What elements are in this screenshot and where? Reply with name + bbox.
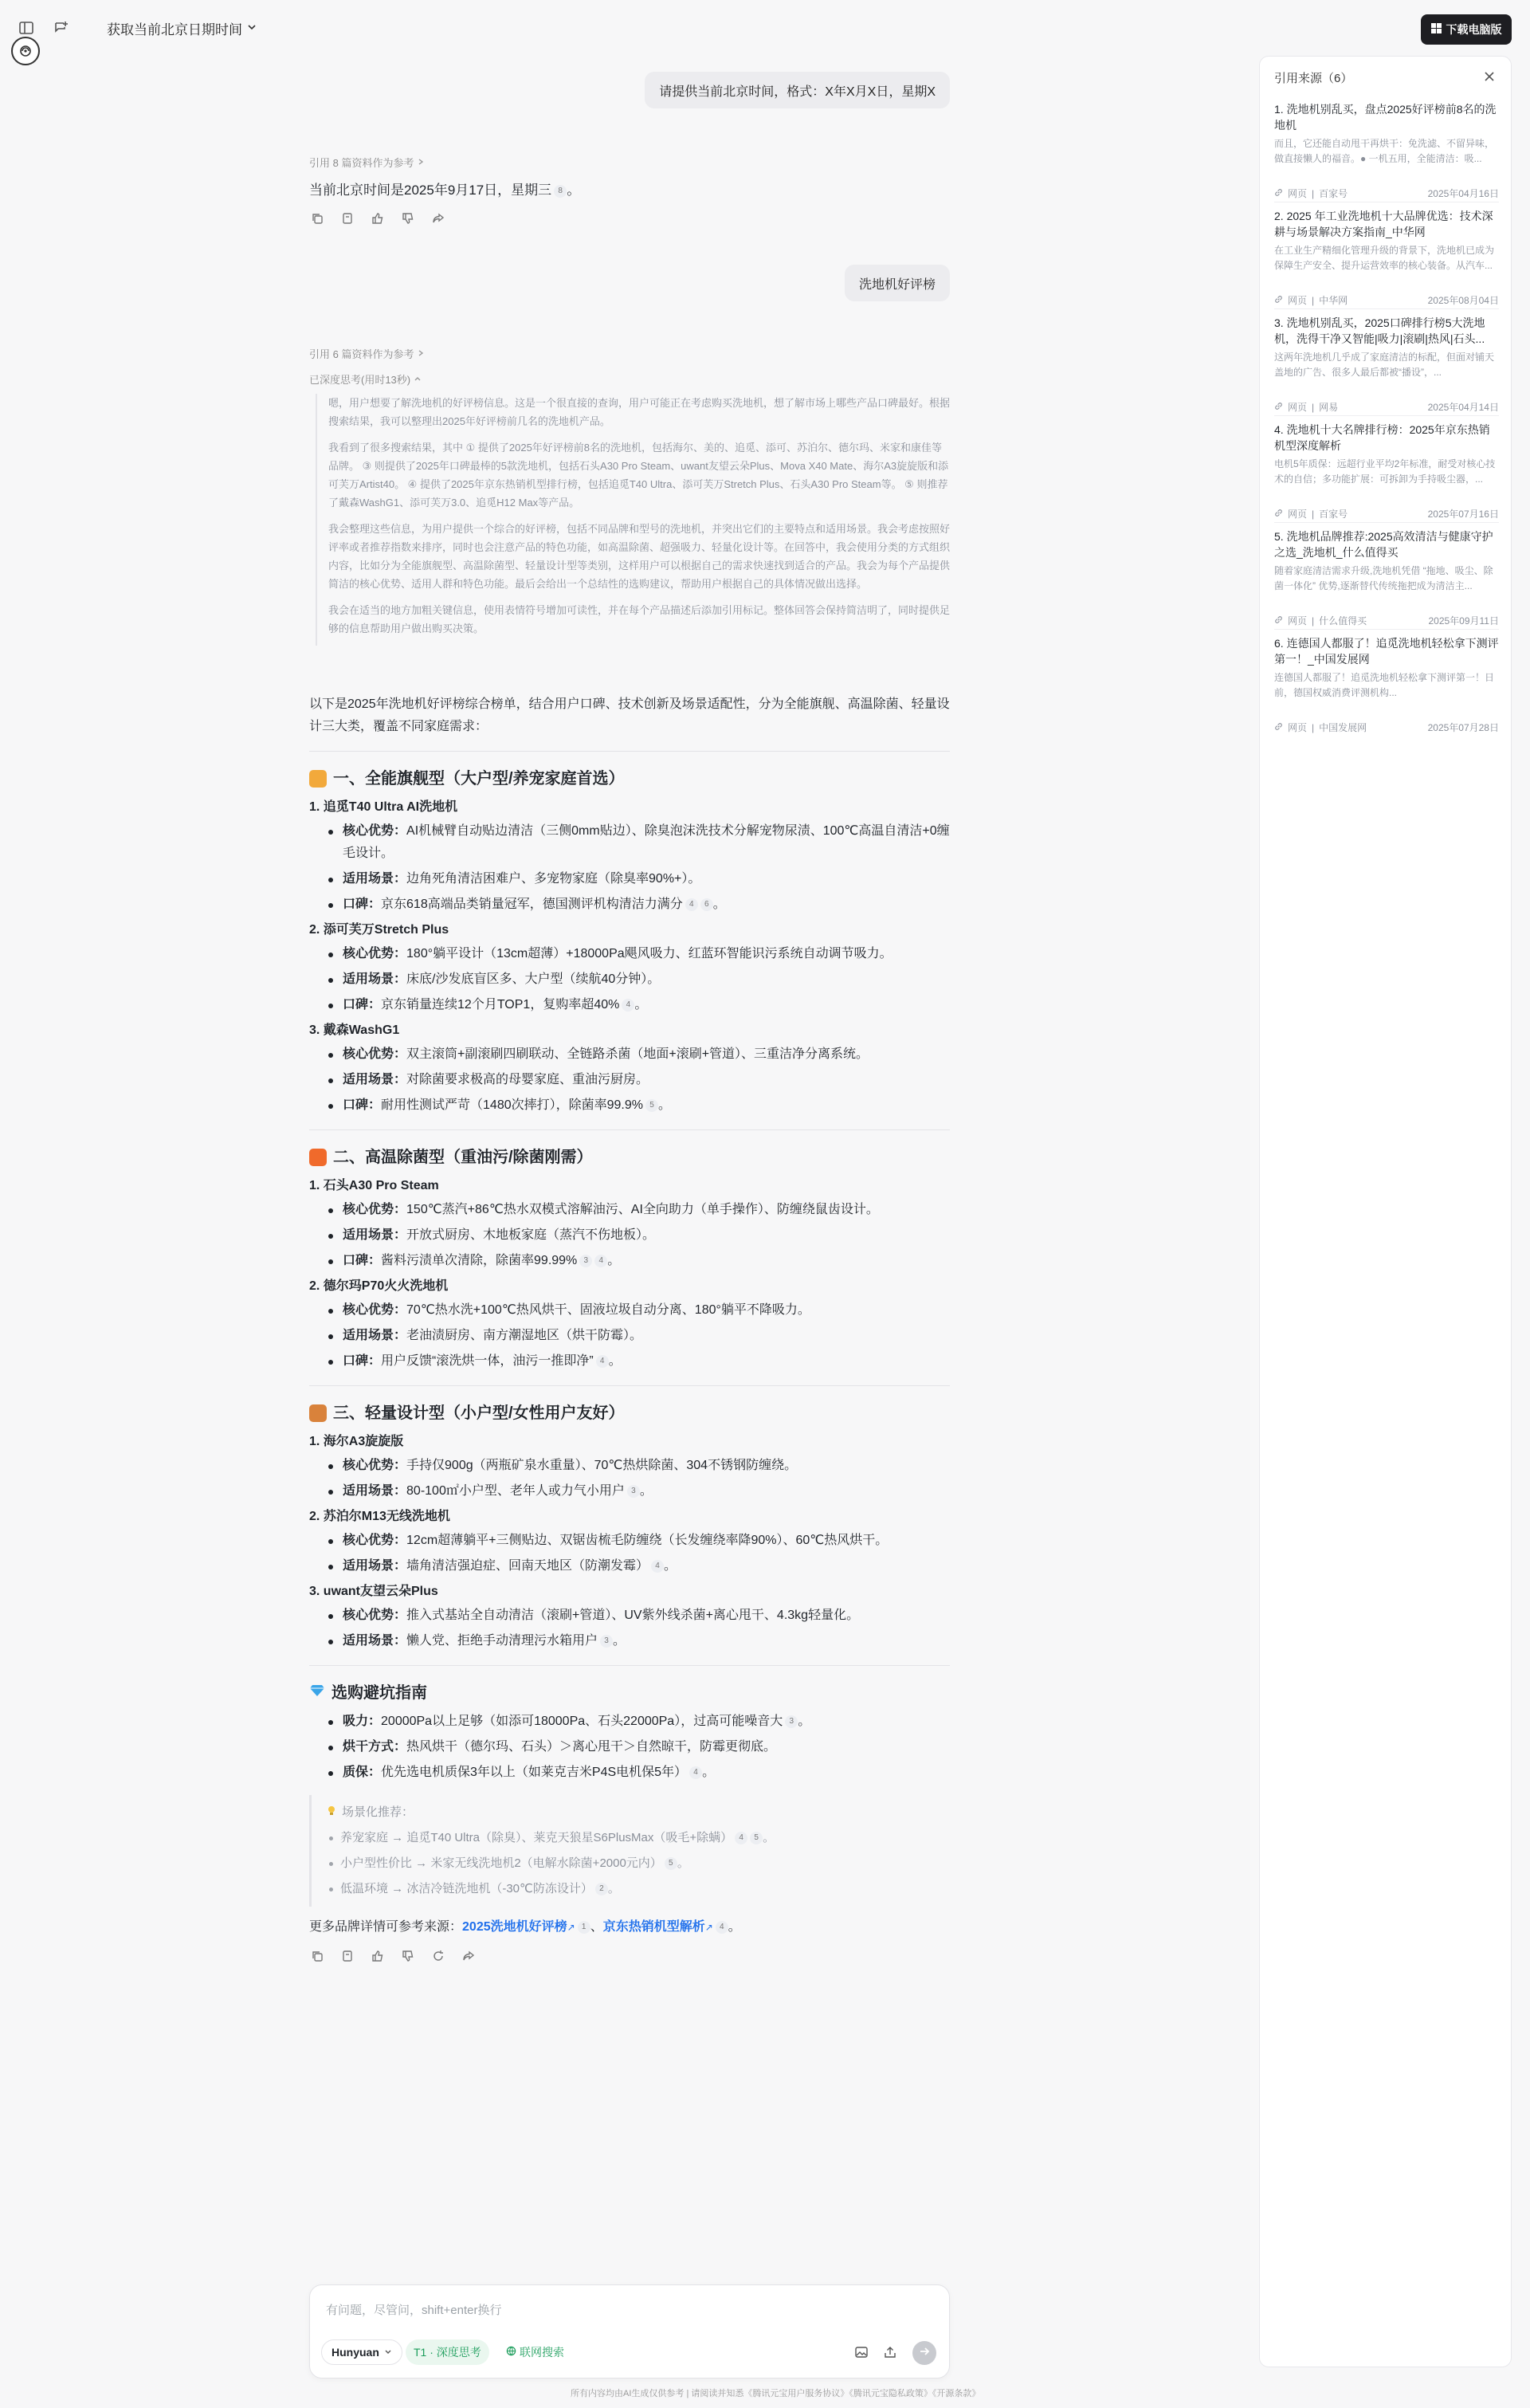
- feature-value: 80-100㎡小户型、老年人或力气小用户: [406, 1484, 625, 1498]
- feature-key: 核心优势：: [343, 1609, 407, 1622]
- bookmark-icon[interactable]: [339, 210, 355, 226]
- source-link[interactable]: 2025洗地机好评榜: [462, 1920, 567, 1934]
- model-selector[interactable]: [321, 2339, 402, 2365]
- conversation-title-text: 获取当前北京日期时间: [107, 22, 242, 37]
- source-site: 网易: [1319, 402, 1339, 413]
- source-meta: [1274, 293, 1499, 307]
- link-icon: [1274, 509, 1283, 520]
- feature-key: 核心优势：: [343, 824, 407, 838]
- windows-icon: [1431, 23, 1442, 36]
- answer-period: 。: [608, 1354, 622, 1368]
- feature-value: 热风烘干（德尔玛、石头）＞离心甩干＞自然晾干，防霉更彻底。: [406, 1740, 777, 1754]
- diamond-icon: [309, 1682, 325, 1704]
- link-icon: [1274, 615, 1283, 627]
- product-title: 3. 戴森WashG1: [309, 1023, 400, 1037]
- guide-title: 选购避坑指南: [332, 1684, 427, 1702]
- source-meta-left: [1274, 187, 1348, 200]
- answer-period: 。: [798, 1715, 811, 1728]
- feature-key: 适用场景：: [343, 1484, 407, 1498]
- assistant-answer-text: 当前北京时间是2025年9月17日，星期三: [309, 183, 552, 198]
- chevron-up-icon: [414, 373, 422, 385]
- feature-key: 适用场景：: [343, 1329, 407, 1342]
- link-icon: [1274, 188, 1283, 199]
- list-item: [343, 894, 950, 916]
- source-meta: [1274, 721, 1499, 734]
- meta-sep: |: [1312, 187, 1315, 199]
- list-item: [343, 1762, 950, 1784]
- divider: [309, 1385, 950, 1386]
- image-upload-icon[interactable]: [852, 2343, 871, 2362]
- source-title[interactable]: 4. 洗地机十大名牌排行榜：2025年京东热销机型深度解析: [1274, 423, 1490, 452]
- feature-key: 烘干方式：: [343, 1740, 407, 1754]
- feature-key: 适用场景：: [343, 1559, 407, 1573]
- source-meta-left: [1274, 721, 1367, 734]
- citation-badge[interactable]: 4: [622, 999, 634, 1012]
- assistant-answer: [309, 179, 580, 198]
- thinking-toggle[interactable]: [309, 371, 422, 387]
- citation-badge[interactable]: 1: [578, 1921, 590, 1934]
- meta-sep: |: [1312, 615, 1315, 627]
- section-heading: [309, 1146, 950, 1169]
- divider: [1274, 522, 1499, 523]
- source-item[interactable]: [1274, 422, 1499, 520]
- meta-sep: |: [1312, 721, 1315, 733]
- share-icon[interactable]: [461, 1948, 477, 1964]
- feature-value: 边角死角清洁困难户、多宠物家庭（除臭率90%+）。: [406, 872, 701, 886]
- source-site: 百家号: [1319, 509, 1348, 520]
- citation-badge[interactable]: 5: [750, 1832, 763, 1844]
- meta-sep: |: [1312, 401, 1315, 413]
- feature-key: 口碑：: [343, 1354, 382, 1368]
- answer-period: 。: [639, 1484, 653, 1498]
- answer-period: 。: [613, 1634, 626, 1648]
- product-features: [343, 1043, 950, 1117]
- user-message: [645, 72, 950, 108]
- source-snippet: 随着家庭清洁需求升级,洗地机凭借 “拖地、吸尘、除菌一体化” 优势,逐渐替代传统拖把成为清洁主...: [1274, 565, 1493, 591]
- list-item: [340, 1852, 950, 1875]
- feature-key: 质保：: [343, 1766, 382, 1779]
- source-date: 2025年07月16日: [1427, 509, 1499, 520]
- source-snippet: 连德国人都服了！追觅洗地机轻松拿下测评第一！日前，德国权威消费评测机构...: [1274, 672, 1495, 698]
- source-title[interactable]: 1. 洗地机别乱买，盘点2025好评榜前8名的洗地机: [1274, 103, 1497, 132]
- link-icon: ↗: [567, 1922, 575, 1933]
- source-type: 网页: [1288, 188, 1308, 199]
- tip-text: 小户型性价比 → 米家无线洗地机2（电解水除菌+2000元内）: [340, 1856, 662, 1870]
- list-item: [343, 1069, 950, 1091]
- source-meta: [1274, 507, 1499, 520]
- bookmark-icon[interactable]: [339, 1948, 355, 1964]
- source-snippet: 电机5年质保：远超行业平均2年标准，耐受对核心技术的自信；多功能扩展：可拆卸为手持吸尘器，...: [1274, 458, 1496, 485]
- product-title: 1. 海尔A3旋旋版: [309, 1435, 404, 1448]
- source-snippet: 而且，它还能自动甩干再烘干：免洗滤、不留异味，做直接懒人的福音。● 一机五用，全能清洁：吸...: [1274, 138, 1495, 164]
- citation-badge[interactable]: 5: [665, 1857, 677, 1870]
- source-meta-left: [1274, 400, 1338, 414]
- references-label: 引用 6 篇资料作为参考: [309, 348, 414, 360]
- divider: [309, 751, 950, 752]
- list-item: [343, 1736, 950, 1758]
- citation-badge[interactable]: 3: [627, 1485, 640, 1498]
- thinking-paragraph: 我会整理这些信息，为用户提供一个综合的好评榜，包括不同品牌和型号的洗地机，并突出它们的主要特点和适用场景。我会考虑按照好评率或者推荐指数来排序，同时也会注意产品的特色功能，如高温除菌、超强吸力、轻量化设计等。在回答中，我会使用分类的方式组织内容，比如分为全能旗舰型、高温除菌型、轻量设计型等类别，这样用户可以根据自己的需求快速找到适合的产品。我会为每个产品提供简洁的核心优势、适用人群和特色功能。最后会给出一个总结性的选购建议，帮助用户根据自己的具体情况做出选择。: [328, 523, 951, 590]
- deep-think-label: T1 · 深度思考: [414, 2346, 481, 2359]
- feature-key: 口碑：: [343, 1254, 382, 1267]
- source-site: 中国发展网: [1319, 722, 1367, 733]
- download-desktop-label: 下载电脑版: [1446, 23, 1502, 36]
- source-meta-left: [1274, 293, 1348, 307]
- feature-key: 核心优势：: [343, 1459, 407, 1472]
- message-actions: [309, 1948, 950, 1964]
- product-features: [343, 1299, 950, 1373]
- source-title[interactable]: 3. 洗地机别乱买，2025口碑排行榜5大洗地机，洗得干净又智能|吸力|滚刷|热风|石头...: [1274, 316, 1485, 345]
- source-site: 百家号: [1319, 188, 1348, 199]
- file-upload-icon[interactable]: [881, 2343, 900, 2362]
- section-heading: [309, 768, 950, 790]
- message-actions: [309, 210, 446, 226]
- source-site: 什么值得买: [1319, 615, 1367, 627]
- section-heading: [309, 1402, 950, 1424]
- web-search-label: 联网搜索: [520, 2346, 564, 2359]
- product-features: [343, 943, 950, 1016]
- feature-value: 70℃热水洗+100℃热风烘干、固液垃圾自动分离、180°躺平不降吸力。: [406, 1303, 810, 1317]
- product-features: [343, 1199, 950, 1272]
- meta-sep: |: [1312, 508, 1315, 520]
- thumbs-up-icon[interactable]: [370, 1948, 386, 1964]
- send-button[interactable]: [912, 2341, 936, 2365]
- close-icon[interactable]: [1481, 68, 1498, 85]
- conversation-title[interactable]: [107, 18, 257, 38]
- list-item: [343, 1455, 950, 1477]
- meta-sep: |: [1312, 294, 1315, 306]
- divider: [1274, 415, 1499, 416]
- feature-key: 适用场景：: [343, 1073, 407, 1086]
- citation-badge[interactable]: 4: [689, 1766, 702, 1779]
- list-item: [343, 1630, 950, 1652]
- tip-title: 场景化推荐：: [342, 1805, 414, 1819]
- list-item: [343, 1250, 950, 1272]
- source-type: 网页: [1288, 722, 1308, 733]
- citation-badge[interactable]: 5: [645, 1099, 658, 1112]
- citation-badge[interactable]: 3: [600, 1635, 613, 1648]
- list-item: [343, 820, 950, 865]
- source-meta-left: [1274, 507, 1348, 520]
- copy-icon[interactable]: [309, 1948, 325, 1964]
- source-meta: [1274, 400, 1499, 414]
- citation-badge[interactable]: 4: [596, 1355, 609, 1368]
- scenario-tips: [309, 1795, 950, 1907]
- user-message-text: 洗地机好评榜: [858, 277, 936, 292]
- answer-sections: [309, 768, 950, 1666]
- section-emoji-icon: [309, 1404, 327, 1422]
- feature-key: 适用场景：: [343, 1634, 407, 1648]
- source-site: 中华网: [1319, 295, 1348, 306]
- source-type: 网页: [1288, 295, 1308, 306]
- source-date: 2025年04月14日: [1427, 402, 1499, 413]
- references-label: 引用 8 篇资料作为参考: [309, 157, 414, 169]
- list-item: [340, 1827, 950, 1849]
- more-sources-sep: 、: [590, 1920, 603, 1934]
- list-item: [343, 1605, 950, 1627]
- list-item: [343, 1325, 950, 1347]
- feature-value: 墙角清洁强迫症、回南天地区（防潮发霉）: [406, 1559, 649, 1573]
- citation-badge[interactable]: 8: [554, 185, 567, 198]
- list-item: [343, 868, 950, 890]
- section-title: 一、全能旗舰型（大户型/养宠家庭首选）: [333, 770, 625, 788]
- globe-icon: [506, 2346, 516, 2359]
- product-title: 1. 追觅T40 Ultra AI洗地机: [309, 800, 458, 814]
- citation-badge[interactable]: 2: [595, 1883, 608, 1895]
- thinking-paragraph: 嗯，用户想要了解洗地机的好评榜信息。这是一个很直接的查询，用户可能正在考虑购买洗地机，想了解市场上哪些产品口碑最好。根据搜索结果，我可以整理出2025年好评榜前几名的洗地机产品。: [328, 397, 951, 427]
- sources-panel: [1259, 56, 1512, 2367]
- source-item[interactable]: [1274, 101, 1499, 200]
- product-title: 2. 德尔玛P70火火洗地机: [309, 1279, 449, 1293]
- feature-key: 适用场景：: [343, 972, 407, 986]
- answer-period: 。: [677, 1856, 689, 1870]
- feature-key: 适用场景：: [343, 872, 407, 886]
- answer-period: 。: [664, 1559, 677, 1573]
- feature-key: 核心优势：: [343, 1047, 407, 1061]
- source-title[interactable]: 6. 连德国人都服了！追觅洗地机轻松拿下测评第一！_中国发展网: [1274, 637, 1499, 666]
- answer-period: 。: [634, 998, 648, 1012]
- source-item[interactable]: [1274, 635, 1499, 734]
- source-meta-left: [1274, 614, 1367, 627]
- guide-heading: [309, 1682, 950, 1704]
- section-emoji-icon: [309, 770, 327, 788]
- source-snippet: 这两年洗地机几乎成了家庭清洁的标配，但面对铺天盖地的广告、很多人最后都被“播设”，...: [1274, 352, 1495, 378]
- source-link[interactable]: 京东热销机型解析: [602, 1920, 705, 1934]
- deep-think-toggle[interactable]: [406, 2339, 489, 2365]
- product-features: [343, 1605, 950, 1652]
- section-title: 二、高温除菌型（重油污/除菌刚需）: [333, 1149, 593, 1166]
- feature-key: 核心优势：: [343, 947, 407, 960]
- source-type: 网页: [1288, 615, 1308, 627]
- sources-panel-title: 引用来源（6）: [1274, 72, 1353, 85]
- thumbs-down-icon[interactable]: [400, 1948, 416, 1964]
- source-item[interactable]: [1274, 208, 1499, 307]
- list-item: [343, 1094, 950, 1117]
- source-title[interactable]: 5. 洗地机品牌推荐:2025高效清洁与健康守护之选_洗地机_什么值得买: [1274, 530, 1493, 559]
- source-type: 网页: [1288, 509, 1308, 520]
- citation-badge[interactable]: 4: [685, 898, 698, 911]
- link-icon: [1274, 402, 1283, 413]
- source-type: 网页: [1288, 402, 1308, 413]
- source-date: 2025年09月11日: [1428, 615, 1499, 627]
- list-item: [343, 943, 950, 965]
- citation-badge[interactable]: 4: [716, 1921, 728, 1934]
- list-item: [343, 1530, 950, 1552]
- citation-badge[interactable]: 4: [651, 1560, 664, 1573]
- list-item: [343, 1711, 950, 1733]
- product-features: [343, 1455, 950, 1503]
- answer-period: 。: [763, 1831, 775, 1844]
- top-bar: [0, 0, 1530, 56]
- feature-value: 懒人党、拒绝手动清理污水箱用户: [406, 1634, 598, 1648]
- section-title: 三、轻量设计型（小户型/女性用户友好）: [333, 1404, 625, 1422]
- divider: [309, 1665, 950, 1666]
- feature-value: 12cm超薄躺平+三侧贴边、双锯齿梳毛防缠绕（长发缠绕率降90%）、60℃热风烘干。: [406, 1534, 889, 1547]
- feature-value: 床底/沙发底盲区多、大户型（续航40分钟）。: [406, 972, 661, 986]
- tip-text: 养宠家庭 → 追觅T40 Ultra（除臭）、莱克天狼星S6PlusMax（吸毛+除螨）: [340, 1831, 733, 1844]
- feature-value: 对除菌要求极高的母婴家庭、重油污厨房。: [406, 1073, 649, 1086]
- tip-text: 低温环境 → 冰洁冷链洗地机（-30℃防冻设计）: [340, 1882, 593, 1895]
- thinking-paragraph: 我看到了很多搜索结果，其中 ① 提供了2025年好评榜前8名的洗地机，包括海尔、美的、追觅、添可、苏泊尔、德尔玛、米家和康佳等品牌。 ③ 则提供了2025年口碑最棒的5款洗地机，包括石头A30 Pro Steam、uwant友望云朵Plus、Mova X40 Mate、海尔A3旋旋版和添可芙万Artist40。 ④ 提供了2025年京东热销机型排行榜，包括追觅T40 Ultra、添可芙万Stretch Plus、石头A30 Pro Steam等。 ⑤ 则推荐了戴森WashG1、添可芙万3.0、追觅H12 Max等产品。: [328, 442, 949, 509]
- chevron-right-icon: [417, 156, 425, 168]
- list-item: [343, 1480, 950, 1503]
- section-emoji-icon: [309, 1149, 327, 1166]
- feature-key: 适用场景：: [343, 1228, 407, 1242]
- feature-value: 150℃蒸汽+86℃热水双模式溶解油污、AI全向助力（单手操作）、防缠绕鼠齿设计。: [406, 1203, 879, 1216]
- citation-badge[interactable]: 4: [594, 1255, 607, 1267]
- list-item: [343, 1199, 950, 1221]
- feature-value: 京东销量连续12个月TOP1，复购率超40%: [381, 998, 620, 1012]
- answer-period: 。: [607, 1254, 621, 1267]
- thumbs-down-icon[interactable]: [400, 210, 416, 226]
- regenerate-icon[interactable]: [430, 1948, 446, 1964]
- product-title: 2. 苏泊尔M13无线洗地机: [309, 1510, 450, 1523]
- send-arrow-icon: [919, 2346, 930, 2361]
- answer-period: 。: [567, 183, 581, 198]
- answer-period: 。: [702, 1766, 716, 1779]
- copy-icon[interactable]: [309, 210, 325, 226]
- answer-period: 。: [607, 1882, 620, 1895]
- link-icon: [1274, 722, 1283, 733]
- feature-value: 开放式厨房、木地板家庭（蒸汽不伤地板）。: [406, 1228, 656, 1242]
- feature-key: 核心优势：: [343, 1534, 407, 1547]
- feature-key: 核心优势：: [343, 1203, 407, 1216]
- source-date: 2025年07月28日: [1427, 722, 1499, 733]
- thinking-content: [316, 394, 950, 646]
- tip-header: [326, 1801, 950, 1824]
- thumbs-up-icon[interactable]: [370, 210, 386, 226]
- citation-badge[interactable]: 4: [735, 1832, 747, 1844]
- assistant-answer-detailed: [309, 693, 950, 1964]
- source-title[interactable]: 2. 2025 年工业洗地机十大品牌优选：技术深耕与场景解决方案指南_中华网: [1274, 210, 1493, 238]
- model-name: Hunyuan: [332, 2346, 379, 2359]
- answer-period: 。: [712, 898, 726, 911]
- list-item: [343, 1043, 950, 1066]
- web-search-toggle[interactable]: [498, 2339, 572, 2365]
- share-icon[interactable]: [430, 210, 446, 226]
- feature-value: 老油渍厨房、南方潮湿地区（烘干防霉）。: [406, 1329, 643, 1342]
- feature-value: 京东618高端品类销量冠军，德国测评机构清洁力满分: [381, 898, 683, 911]
- product-title: 1. 石头A30 Pro Steam: [309, 1179, 439, 1192]
- chat-input[interactable]: 有问题，尽管问，shift+enter换行: [326, 2304, 502, 2317]
- link-icon: ↗: [704, 1922, 713, 1933]
- answer-intro: 以下是2025年洗地机好评榜综合榜单，结合用户口碑、技术创新及场景适配性，分为全能旗舰、高温除菌、轻量设计三大类，覆盖不同家庭需求：: [309, 697, 950, 733]
- app-logo-icon[interactable]: [11, 37, 40, 65]
- lightbulb-icon: [326, 1801, 337, 1824]
- feature-value: 推入式基站全自动清洁（滚刷+管道）、UV紫外线杀菌+离心甩干、4.3kg轻量化。: [406, 1609, 860, 1622]
- feature-key: 口碑：: [343, 1098, 382, 1112]
- feature-value: 180°躺平设计（13cm超薄）+18000Pa飓风吸力、红蓝环智能识污系统自动调节吸力。: [406, 947, 892, 960]
- source-item[interactable]: [1274, 315, 1499, 414]
- citation-badge[interactable]: 6: [700, 898, 713, 911]
- product-features: [343, 820, 950, 916]
- divider: [309, 1129, 950, 1130]
- feature-value: 耐用性测试严苛（1480次摔打），除菌率99.9%: [381, 1098, 643, 1112]
- list-item: [343, 1350, 950, 1373]
- sidebar-toggle-icon[interactable]: [16, 18, 37, 38]
- link-icon: [1274, 295, 1283, 306]
- guide-list: [343, 1711, 950, 1784]
- chat-input-box[interactable]: [309, 2284, 950, 2379]
- more-sources-prefix: 更多品牌详情可参考来源：: [309, 1920, 463, 1934]
- list-item: [343, 1224, 950, 1247]
- references-toggle[interactable]: [309, 346, 425, 361]
- product-title: 3. uwant友望云朵Plus: [309, 1585, 438, 1598]
- chevron-down-icon: [247, 20, 257, 36]
- answer-period: 。: [728, 1920, 741, 1934]
- citation-badge[interactable]: 3: [579, 1255, 592, 1267]
- list-item: [343, 994, 950, 1016]
- chevron-right-icon: [417, 348, 425, 359]
- list-item: [340, 1878, 950, 1900]
- source-meta: [1274, 614, 1499, 627]
- feature-value: 酱料污渍单次清除，除菌率99.99%: [381, 1254, 578, 1267]
- source-item[interactable]: [1274, 528, 1499, 627]
- feature-value: 用户反馈“滚洗烘一体，油污一推即净”: [381, 1354, 594, 1368]
- feature-value: AI机械臂自动贴边清洁（三侧0mm贴边）、除臭泡沫洗技术分解宠物尿渍、100℃高温自清洁+0缠毛设计。: [343, 824, 950, 860]
- divider: [1274, 308, 1499, 309]
- source-snippet: 在工业生产精细化管理升级的背景下，洗地机已成为保障生产安全、提升运营效率的核心装备。从汽车...: [1274, 245, 1495, 271]
- tip-list: [340, 1827, 950, 1900]
- feature-key: 核心优势：: [343, 1303, 407, 1317]
- user-message-text: 请提供当前北京时间，格式：X年X月X日，星期X: [659, 84, 936, 99]
- user-message: [845, 265, 950, 301]
- list-item: [343, 1555, 950, 1577]
- feature-key: 吸力：: [343, 1715, 382, 1728]
- feature-value: 优先选电机质保3年以上（如莱克吉米P4S电机保5年）: [381, 1766, 688, 1779]
- list-item: [343, 968, 950, 991]
- feature-value: 手持仅900g（两瓶矿泉水重量）、70℃热烘除菌、304不锈钢防缠绕。: [406, 1459, 798, 1472]
- list-item: [343, 1299, 950, 1322]
- feature-key: 口碑：: [343, 898, 382, 911]
- chevron-down-icon: [384, 2346, 392, 2359]
- source-date: 2025年08月04日: [1427, 295, 1499, 306]
- citation-badge[interactable]: 3: [785, 1715, 798, 1728]
- thinking-paragraph: 我会在适当的地方加粗关键信息，使用表情符号增加可读性，并在每个产品描述后添加引用标记。整体回答会保持简洁明了，同时提供足够的信息帮助用户做出购买决策。: [328, 604, 951, 634]
- source-meta: [1274, 187, 1499, 200]
- answer-period: 。: [657, 1098, 671, 1112]
- more-sources: [309, 1916, 950, 1939]
- source-date: 2025年04月16日: [1427, 188, 1499, 199]
- new-chat-icon[interactable]: [51, 18, 72, 38]
- product-features: [343, 1530, 950, 1577]
- divider: [1274, 629, 1499, 630]
- product-title: 2. 添可芙万Stretch Plus: [309, 923, 449, 937]
- feature-value: 双主滚筒+副滚刷四刷联动、全链路杀菌（地面+滚刷+管道）、三重洁净分离系统。: [406, 1047, 869, 1061]
- feature-key: 口碑：: [343, 998, 382, 1012]
- references-toggle[interactable]: [309, 155, 425, 170]
- thinking-label: 已深度思考(用时13秒): [309, 374, 411, 386]
- feature-value: 20000Pa以上足够（如添可18000Pa、石头22000Pa），过高可能噪音大: [381, 1715, 783, 1728]
- footer-disclaimer: 所有内容均由AI生成仅供参考 | 请阅读并知悉《腾讯元宝用户服务协议》《腾讯元宝隐私政策》《开源条款》: [571, 2389, 981, 2398]
- download-desktop-button[interactable]: [1421, 14, 1512, 45]
